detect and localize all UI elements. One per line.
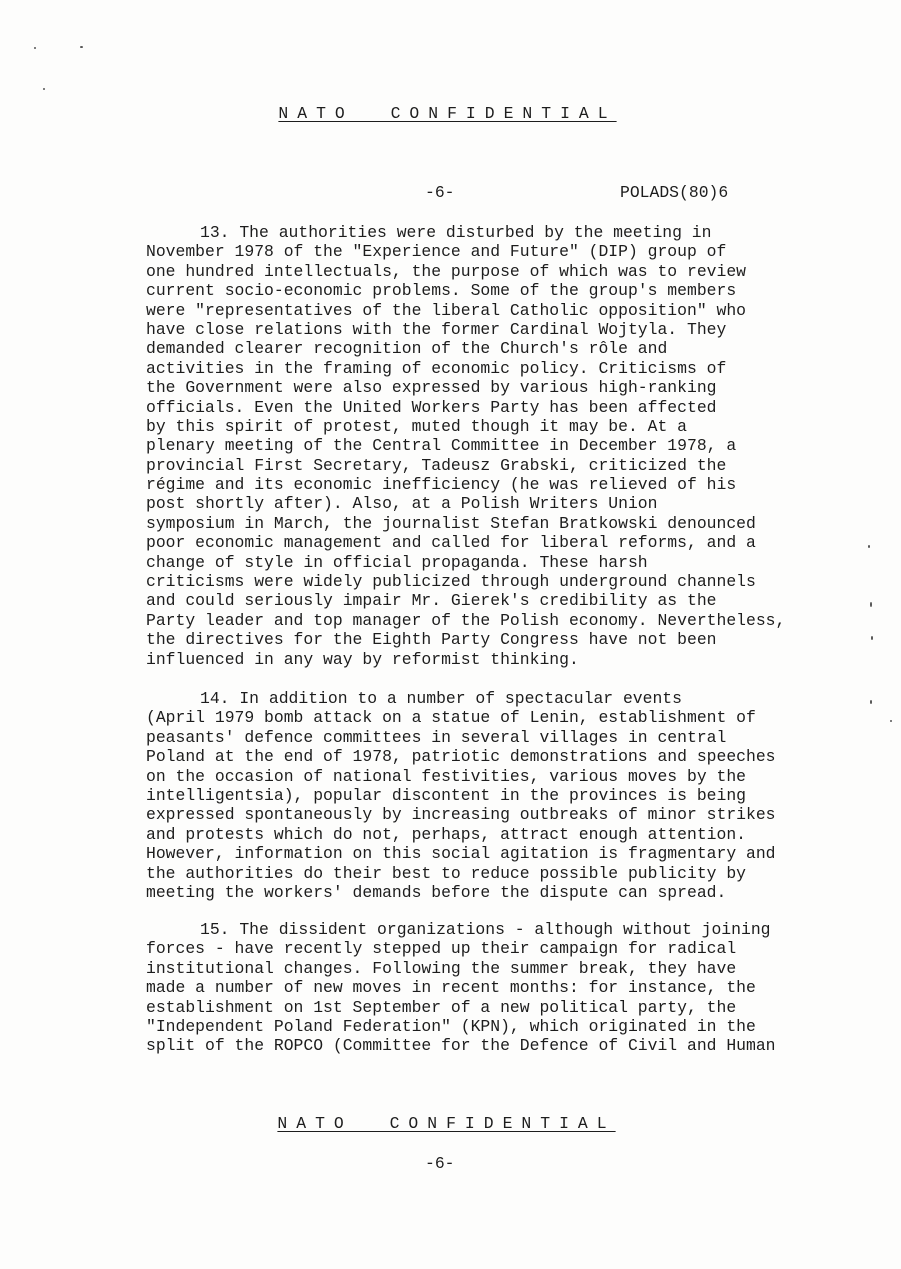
- text-line: criticisms were widely publicized through underground channels: [146, 572, 756, 592]
- text-line: officials. Even the United Workers Party has been affected: [146, 397, 717, 417]
- page-number-top: -6-: [425, 183, 455, 202]
- text-line: 13. The authorities were disturbed by the meeting in: [200, 223, 712, 242]
- text-line: the directives for the Eighth Party Congress have not been: [146, 630, 717, 650]
- text-line: Party leader and top manager of the Polish economy. Nevertheless,: [146, 610, 786, 630]
- text-line: and could seriously impair Mr. Gierek's credibility as the: [146, 591, 717, 611]
- text-line: 14. In addition to a number of spectacular events: [200, 689, 682, 708]
- text-line: by this spirit of protest, muted though it may be. At a: [146, 416, 687, 436]
- scan-speck: [868, 545, 870, 548]
- classification-header: NATO CONFIDENTIAL: [278, 104, 617, 123]
- text-line: split of the ROPCO (Committee for the Defence of Civil and Human: [146, 1036, 776, 1056]
- scan-speck: [870, 700, 872, 704]
- paragraph-14: [146, 689, 866, 902]
- text-line: (April 1979 bomb attack on a statue of Lenin, establishment of: [146, 708, 756, 728]
- text-line: the authorities do their best to reduce possible publicity by: [146, 863, 746, 883]
- text-line: establishment on 1st September of a new political party, the: [146, 997, 737, 1017]
- classification-footer: NATO CONFIDENTIAL: [277, 1114, 616, 1133]
- text-line: plenary meeting of the Central Committee in December 1978, a: [146, 436, 737, 456]
- paragraph-15: [146, 920, 866, 1056]
- text-line: institutional changes. Following the summer break, they have: [146, 958, 737, 978]
- text-line: activities in the framing of economic policy. Criticisms of: [146, 358, 727, 378]
- text-line: symposium in March, the journalist Stefan Bratkowski denounced: [146, 513, 756, 533]
- text-line: Poland at the end of 1978, patriotic demonstrations and speeches: [146, 747, 776, 767]
- text-line: intelligentsia), popular discontent in the provinces is being: [146, 785, 746, 805]
- text-line: made a number of new moves in recent months: for instance, the: [146, 978, 756, 998]
- text-line: and protests which do not, perhaps, attract enough attention.: [146, 824, 746, 844]
- text-line: 15. The dissident organizations - although without joining: [200, 920, 771, 939]
- text-line: "Independent Poland Federation" (KPN), which originated in the: [146, 1016, 756, 1036]
- scan-speck: [34, 47, 36, 49]
- text-line: change of style in official propaganda. These harsh: [146, 552, 648, 572]
- scan-speck: [870, 602, 872, 607]
- text-line: However, information on this social agitation is fragmentary and: [146, 844, 776, 864]
- text-line: one hundred intellectuals, the purpose of which was to review: [146, 261, 746, 281]
- text-line: on the occasion of national festivities, various moves by the: [146, 766, 746, 786]
- text-line: meeting the workers' demands before the dispute can spread.: [146, 882, 727, 902]
- text-line: forces - have recently stepped up their campaign for radical: [146, 939, 737, 959]
- text-line: provincial First Secretary, Tadeusz Grabski, criticized the: [146, 455, 727, 475]
- text-line: current socio-economic problems. Some of the group's members: [146, 281, 737, 301]
- text-line: peasants' defence committees in several villages in central: [146, 727, 727, 747]
- text-line: have close relations with the former Cardinal Wojtyla. They: [146, 319, 727, 339]
- page-number-bottom: -6-: [425, 1154, 455, 1173]
- scan-speck: [871, 636, 873, 640]
- text-line: were "representatives of the liberal Catholic opposition" who: [146, 300, 746, 320]
- text-line: poor economic management and called for liberal reforms, and a: [146, 533, 756, 553]
- scan-speck: [890, 720, 892, 722]
- text-line: post shortly after). Also, at a Polish Writers Union: [146, 494, 658, 514]
- text-line: influenced in any way by reformist thinking.: [146, 649, 579, 669]
- paragraph-13: [146, 223, 866, 669]
- text-line: November 1978 of the "Experience and Future" (DIP) group of: [146, 242, 727, 262]
- text-line: expressed spontaneously by increasing outbreaks of minor strikes: [146, 805, 776, 825]
- scan-speck: [43, 88, 45, 90]
- text-line: régime and its economic inefficiency (he was relieved of his: [146, 475, 737, 495]
- text-line: demanded clearer recognition of the Church's rôle and: [146, 339, 668, 359]
- scan-speck: [80, 46, 83, 48]
- document-reference: POLADS(80)6: [620, 183, 729, 202]
- text-line: the Government were also expressed by various high-ranking: [146, 378, 717, 398]
